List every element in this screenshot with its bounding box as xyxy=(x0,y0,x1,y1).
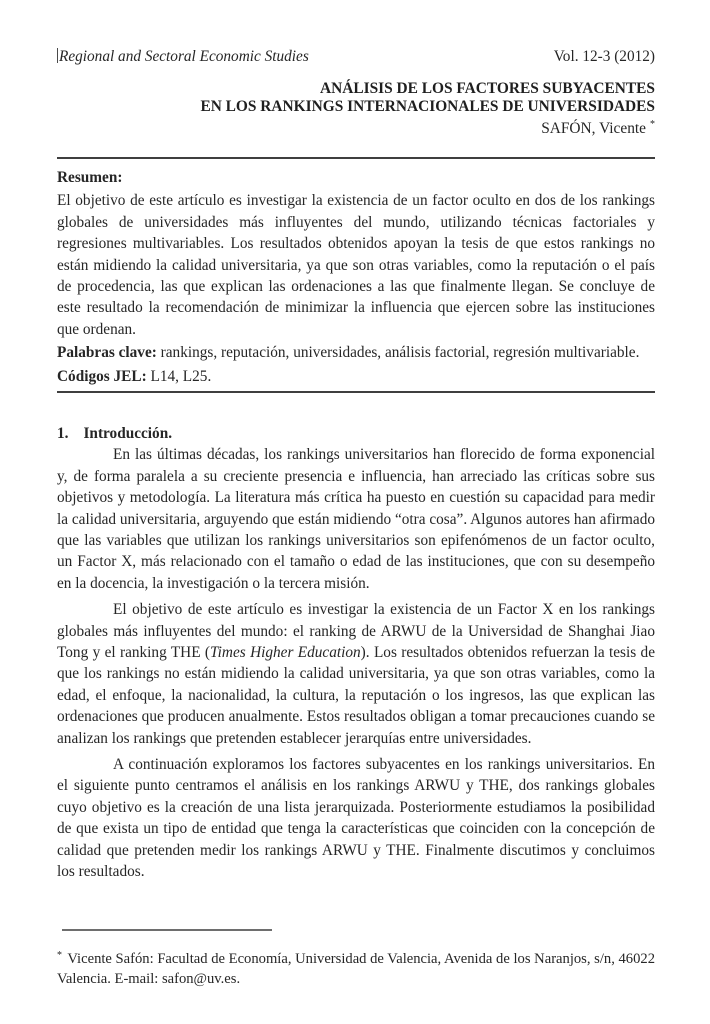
footnote-area xyxy=(57,929,655,990)
footnote-mark: * xyxy=(57,949,62,961)
jel-paragraph xyxy=(57,366,655,387)
section-number: 1. xyxy=(57,424,69,442)
journal-volume: Vol. 12-3 (2012) xyxy=(553,48,655,65)
keywords-paragraph xyxy=(57,342,655,363)
times-higher-education-italic: Times Higher Education xyxy=(210,644,361,662)
article-title-line2: EN LOS RANKINGS INTERNACIONALES DE UNIVERSIDADES xyxy=(200,97,655,115)
abstract-body: El objetivo de este artículo es investigar la existencia de un factor oculto en dos de los rankings globales de universidades más influyentes del mundo, utilizando técnicas factoriales y regresiones multivariables. Los resultados obtenidos apoyan la tesis de que estos rankings no están midiendo la calidad universitaria, ya que son otras variables, como la reputación o el país de procedencia, las que explican las ordenaciones a las que finalmente llegan. Se concluye de este resultado la recomendación de minimizar la influencia que ejercen sobre las instituciones que ordenan. xyxy=(57,192,655,338)
journal-title-text: Regional and Sectoral Economic Studies xyxy=(59,48,309,65)
article-title-line1: ANÁLISIS DE LOS FACTORES SUBYACENTES xyxy=(319,80,655,98)
section-title: Introducción. xyxy=(83,424,173,442)
abstract-top-rule xyxy=(57,157,655,159)
abstract-heading: Resumen: xyxy=(57,168,123,186)
keywords-label: Palabras clave: xyxy=(57,344,157,362)
scan-artifact-line xyxy=(57,48,58,63)
article-title-block xyxy=(57,80,655,138)
intro-paragraph-3: A continuación exploramos los factores subyacentes en los rankings universitarios. En el siguiente punto centramos el análisis en los rankings ARWU y THE, dos rankings globales cuyo objetivo es la creación de una lista jerarquizada. Posteriormente estudiamos la posibilidad de que exista un tipo de entidad que tenga la características que coinciden con la concepción de calidad que pretenden medir los rankings ARWU y THE. Finalmente discutimos y concluimos los resultados. xyxy=(57,756,655,881)
footnote-separator-rule xyxy=(62,929,272,931)
author-line xyxy=(57,116,655,138)
intro-paragraph-1: En las últimas décadas, los rankings universitarios han florecido de forma exponencial y, de forma paralela a su creciente presencia e influencia, han arreciado las críticas sobre sus objetivos y metodología. La literatura más crítica ha puesto en cuestión su capacidad para medir la calidad universitaria, arguyendo que están midiendo “otra cosa”. Algunos autores han afirmado que las variables que utilizan los rankings universitarios son epifenómenos de un factor oculto, un Factor X, más relacionado con el tamaño o edad de las instituciones, que con su desempeño en la docencia, la investigación o la tercera misión. xyxy=(57,446,655,592)
author-footnote-mark: * xyxy=(650,119,655,131)
footnote-text xyxy=(57,946,655,990)
keywords-text: rankings, reputación, universidades, análisis factorial, regresión multivariable. xyxy=(156,344,640,362)
jel-codes: L14, L25. xyxy=(146,367,212,385)
footnote-body: Vicente Safón: Facultad de Economía, Universidad de Valencia, Avenida de los Naranjos, s/n, 46022 Valencia. E-mail: safon@uv.es. xyxy=(57,950,655,987)
intro-paragraph-2-post: ). Los resultados obtenidos refuerzan la tesis de que los rankings no están midiendo la calidad universitaria, ya que son otras variables, como la edad, el enfoque, la nacionalidad, la cultura, la reputación o los ingresos, las que explican las ordenaciones que producen anualmente. Estos resultados obligan a tomar precauciones cuando se analizan los rankings que pretenden establecer jerarquías entre universidades. xyxy=(57,644,655,747)
journal-header xyxy=(57,46,655,67)
intro-paragraph-2 xyxy=(57,599,655,749)
author-name: SAFÓN, Vicente xyxy=(541,120,646,138)
jel-label: Códigos JEL: xyxy=(57,367,147,385)
abstract-bottom-rule xyxy=(57,391,655,393)
journal-title xyxy=(57,46,309,67)
section-heading-introduction xyxy=(57,423,655,444)
intro-paragraph-2-pre: El objetivo de este artículo es investigar la existencia de un Factor X en los rankings globales más influyentes del mundo: el ranking de ARWU de la Universidad de Shanghai Jiao Tong y el ranking THE ( xyxy=(57,601,655,662)
